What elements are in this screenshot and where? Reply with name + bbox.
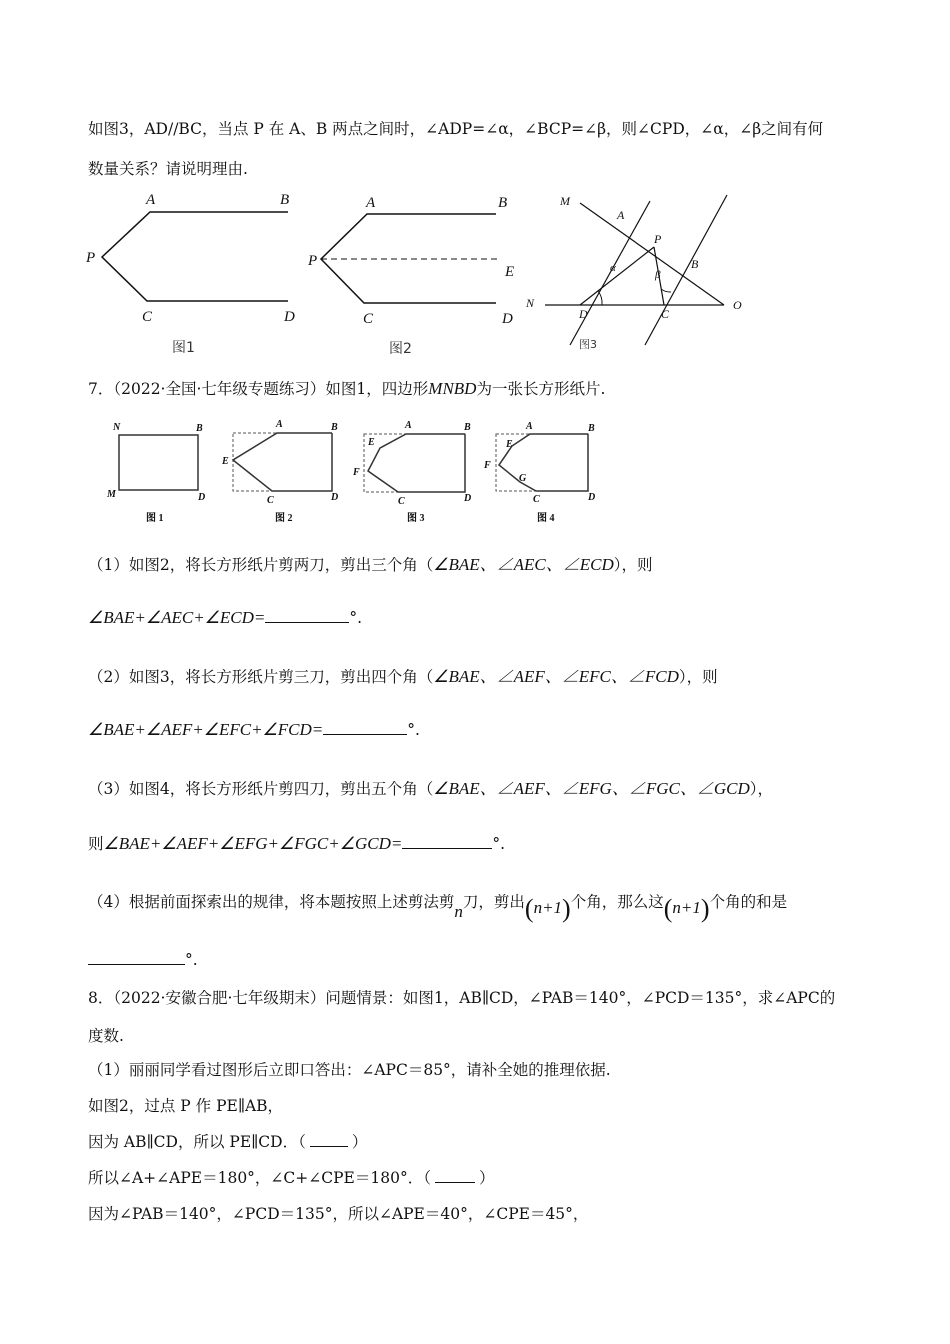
q7-f2-label-a: A bbox=[276, 419, 283, 430]
fig2-caption: 图2 bbox=[389, 341, 412, 357]
q7-p3-end: ）， bbox=[749, 780, 773, 798]
fig3-label-m: M bbox=[560, 194, 570, 208]
q8-line-1: 8．（2022·安徽合肥·七年级期末）问题情景：如图1，AB∥CD，∠PAB＝140°，∠PCD＝135°，求∠APC的 bbox=[88, 989, 836, 1007]
q7-f4-label-b: B bbox=[588, 423, 595, 434]
q7-f4-label-f: F bbox=[484, 460, 491, 471]
fig3-label-c: C bbox=[661, 307, 670, 321]
q7-p2-unit: °. bbox=[407, 721, 420, 739]
q7-f3-caption: 图 3 bbox=[407, 513, 425, 524]
fig3-label-d: D bbox=[579, 307, 588, 321]
q7-p4-end: 个角的和是 bbox=[709, 893, 788, 911]
fig3-caption: 图3 bbox=[579, 338, 597, 351]
q7-figure-3 bbox=[352, 420, 471, 524]
q8-line-6a: 所以∠A+∠APE＝180°，∠C+∠CPE＝180°．（ bbox=[88, 1169, 431, 1187]
q7-title bbox=[88, 377, 605, 399]
q7-f1-label-d: D bbox=[198, 492, 206, 503]
q7-p2-end: ），则 bbox=[678, 668, 718, 686]
intro-line-2: 数量关系？请说明理由. bbox=[88, 160, 248, 178]
q7-p3-angles: ∠BAE、∠AEF、∠EFG、∠FGC、∠GCD bbox=[433, 779, 750, 798]
q7-figures bbox=[100, 408, 620, 528]
q7-p3-then: 则 bbox=[88, 835, 104, 853]
q7-figure-2 bbox=[221, 419, 338, 524]
q7-part3 bbox=[88, 774, 773, 799]
q8-line-4: 如图2，过点 P 作 PE∥AB， bbox=[88, 1097, 284, 1115]
q7-p1-unit: °. bbox=[349, 609, 363, 627]
q7-p4-mid2: 个角，那么这 bbox=[570, 893, 664, 911]
q7-f3-label-f: F bbox=[353, 467, 360, 478]
top-figures bbox=[80, 185, 760, 360]
q7-f2-dashed-rect bbox=[233, 433, 332, 491]
fig3-label-alpha: α bbox=[610, 262, 616, 274]
q7-p1-text: （1）如图2，将长方形纸片剪两刀，剪出三个角（ bbox=[88, 556, 434, 574]
figure-2 bbox=[307, 195, 514, 357]
q7-p1-angles: ∠BAE、∠AEC、∠ECD bbox=[433, 555, 614, 574]
fig3-label-beta: β bbox=[655, 269, 661, 281]
fig1-label-d: D bbox=[284, 309, 295, 325]
q7-p2-angles: ∠BAE、∠AEF、∠EFC、∠FCD bbox=[433, 667, 679, 686]
q8-reason-blank-2[interactable] bbox=[435, 1168, 475, 1183]
q7-p3-answer-blank[interactable] bbox=[402, 834, 492, 849]
q7-p3-sum: ∠BAE+∠AEF+∠EFG+∠FGC+∠GCD= bbox=[103, 834, 403, 853]
fig2-label-b: B bbox=[498, 195, 508, 211]
q8-line-7: 因为∠PAB＝140°，∠PCD＝135°，所以∠APE＝40°，∠CPE＝45°， bbox=[88, 1205, 589, 1223]
q7-f1-label-b: B bbox=[196, 423, 203, 434]
q7-p1-answer-blank[interactable] bbox=[265, 608, 349, 623]
intro-line-1: 如图3，AD//BC，当点 P 在 A、B 两点之间时，∠ADP=∠α，∠BCP=∠β，则∠CPD，∠α，∠β之间有何 bbox=[88, 120, 824, 138]
q7-part4: （4）根据前面探索出的规律，将本题按照上述剪法剪n刀，剪出(n+1)个角，那么这(n+1)个角的和是 bbox=[88, 893, 788, 923]
fig2-label-d: D bbox=[502, 311, 513, 327]
fig1-label-p: P bbox=[86, 250, 96, 266]
q7-f3-label-d: D bbox=[464, 493, 472, 504]
q7-p4-unit: °. bbox=[185, 951, 198, 969]
q8-line-6b: ） bbox=[478, 1169, 495, 1187]
q7-f3-label-b: B bbox=[464, 422, 471, 433]
q7-title-text: 7．（2022·全国·七年级专题练习）如图1，四边形 bbox=[88, 380, 429, 398]
q8-reason-blank-1[interactable] bbox=[310, 1132, 348, 1147]
q7-p4-n: n bbox=[454, 902, 463, 921]
fig3-line-pd bbox=[580, 247, 654, 305]
q8-line-6 bbox=[88, 1166, 494, 1188]
q7-part1-sum bbox=[88, 608, 362, 628]
fig3-arc-beta bbox=[661, 289, 671, 292]
q7-part2-sum bbox=[88, 720, 420, 740]
q7-p3-text: （3）如图4，将长方形纸片剪四刀，剪出五个角（ bbox=[88, 780, 434, 798]
q8-line-5a: 因为 AB∥CD，所以 PE∥CD．（ bbox=[88, 1133, 306, 1151]
q7-f4-label-g: G bbox=[519, 473, 527, 484]
q8-line-5 bbox=[88, 1130, 367, 1152]
q7-part3-sum bbox=[88, 832, 505, 854]
fig2-lines bbox=[321, 214, 496, 303]
q7-f1-caption: 图 1 bbox=[146, 513, 164, 524]
figure-1 bbox=[85, 192, 295, 356]
q7-f2-label-e: E bbox=[222, 456, 229, 467]
q7-title-math: MNBD bbox=[428, 379, 477, 398]
fig1-label-b: B bbox=[280, 192, 290, 208]
q8-line-3: （1）丽丽同学看过图形后立即口答出：∠APC＝85°，请补全她的推理依据. bbox=[88, 1061, 611, 1079]
q7-f1-label-m: M bbox=[107, 489, 116, 500]
q7-f2-shape bbox=[233, 433, 332, 491]
q7-p4-text: （4）根据前面探索出的规律，将本题按照上述剪法剪 bbox=[88, 893, 455, 911]
q7-f4-label-a: A bbox=[526, 421, 533, 432]
q8-line-5b: ） bbox=[351, 1133, 368, 1151]
q7-f2-label-b: B bbox=[331, 422, 338, 433]
fig2-label-a: A bbox=[366, 195, 376, 211]
q7-part4-answer bbox=[88, 950, 198, 969]
q7-f3-label-c: C bbox=[398, 496, 405, 507]
figure-3 bbox=[525, 194, 742, 351]
q7-f1-label-n: N bbox=[113, 422, 121, 433]
q7-f2-label-d: D bbox=[331, 492, 339, 503]
fig3-label-a: A bbox=[617, 208, 625, 222]
q7-figure-1 bbox=[106, 422, 205, 524]
q7-p2-text: （2）如图3，将长方形纸片剪三刀，剪出四个角（ bbox=[88, 668, 434, 686]
fig3-label-o: O bbox=[733, 298, 742, 312]
q7-p4-mid: 刀，剪出 bbox=[462, 893, 525, 911]
fig1-label-c: C bbox=[142, 309, 153, 325]
q7-figure-4 bbox=[483, 421, 595, 524]
q7-p3-unit: °. bbox=[492, 835, 506, 853]
q7-p4-answer-blank[interactable] bbox=[88, 950, 185, 965]
fig2-label-p: P bbox=[308, 253, 318, 269]
q7-f4-caption: 图 4 bbox=[537, 513, 555, 524]
q7-p2-sum: ∠BAE+∠AEF+∠EFC+∠FCD= bbox=[88, 720, 324, 739]
q7-f2-caption: 图 2 bbox=[275, 513, 293, 524]
q7-p4-expr-1: n+1 bbox=[533, 898, 563, 917]
fig3-line-mo bbox=[580, 203, 724, 305]
q7-f2-label-c: C bbox=[267, 495, 274, 506]
fig3-label-b: B bbox=[691, 257, 699, 271]
q7-f1-rect bbox=[119, 435, 198, 490]
q7-part2 bbox=[88, 662, 718, 687]
fig1-lines bbox=[102, 212, 288, 301]
q7-f3-dashed-rect bbox=[364, 434, 465, 492]
q7-p4-expr-2: n+1 bbox=[672, 898, 701, 917]
fig2-label-e: E bbox=[505, 264, 515, 280]
fig3-label-n: N bbox=[526, 296, 535, 310]
q7-f3-label-a: A bbox=[405, 420, 412, 431]
q7-p1-end: ），则 bbox=[613, 556, 653, 574]
q7-title-end: 为一张长方形纸片. bbox=[476, 380, 606, 398]
q7-f4-label-c: C bbox=[533, 494, 540, 505]
fig3-label-p: P bbox=[654, 232, 662, 246]
q8-line-2: 度数. bbox=[88, 1027, 124, 1045]
q7-p1-sum: ∠BAE+∠AEC+∠ECD= bbox=[88, 608, 266, 627]
q7-part1 bbox=[88, 550, 653, 575]
fig2-label-c: C bbox=[363, 311, 374, 327]
fig1-caption: 图1 bbox=[172, 340, 195, 356]
q7-f4-label-e: E bbox=[506, 439, 513, 450]
q7-f3-label-e: E bbox=[368, 437, 375, 448]
q7-f3-shape bbox=[368, 434, 465, 492]
fig1-label-a: A bbox=[146, 192, 156, 208]
q7-p2-answer-blank[interactable] bbox=[323, 720, 407, 735]
q7-f4-label-d: D bbox=[588, 492, 596, 503]
